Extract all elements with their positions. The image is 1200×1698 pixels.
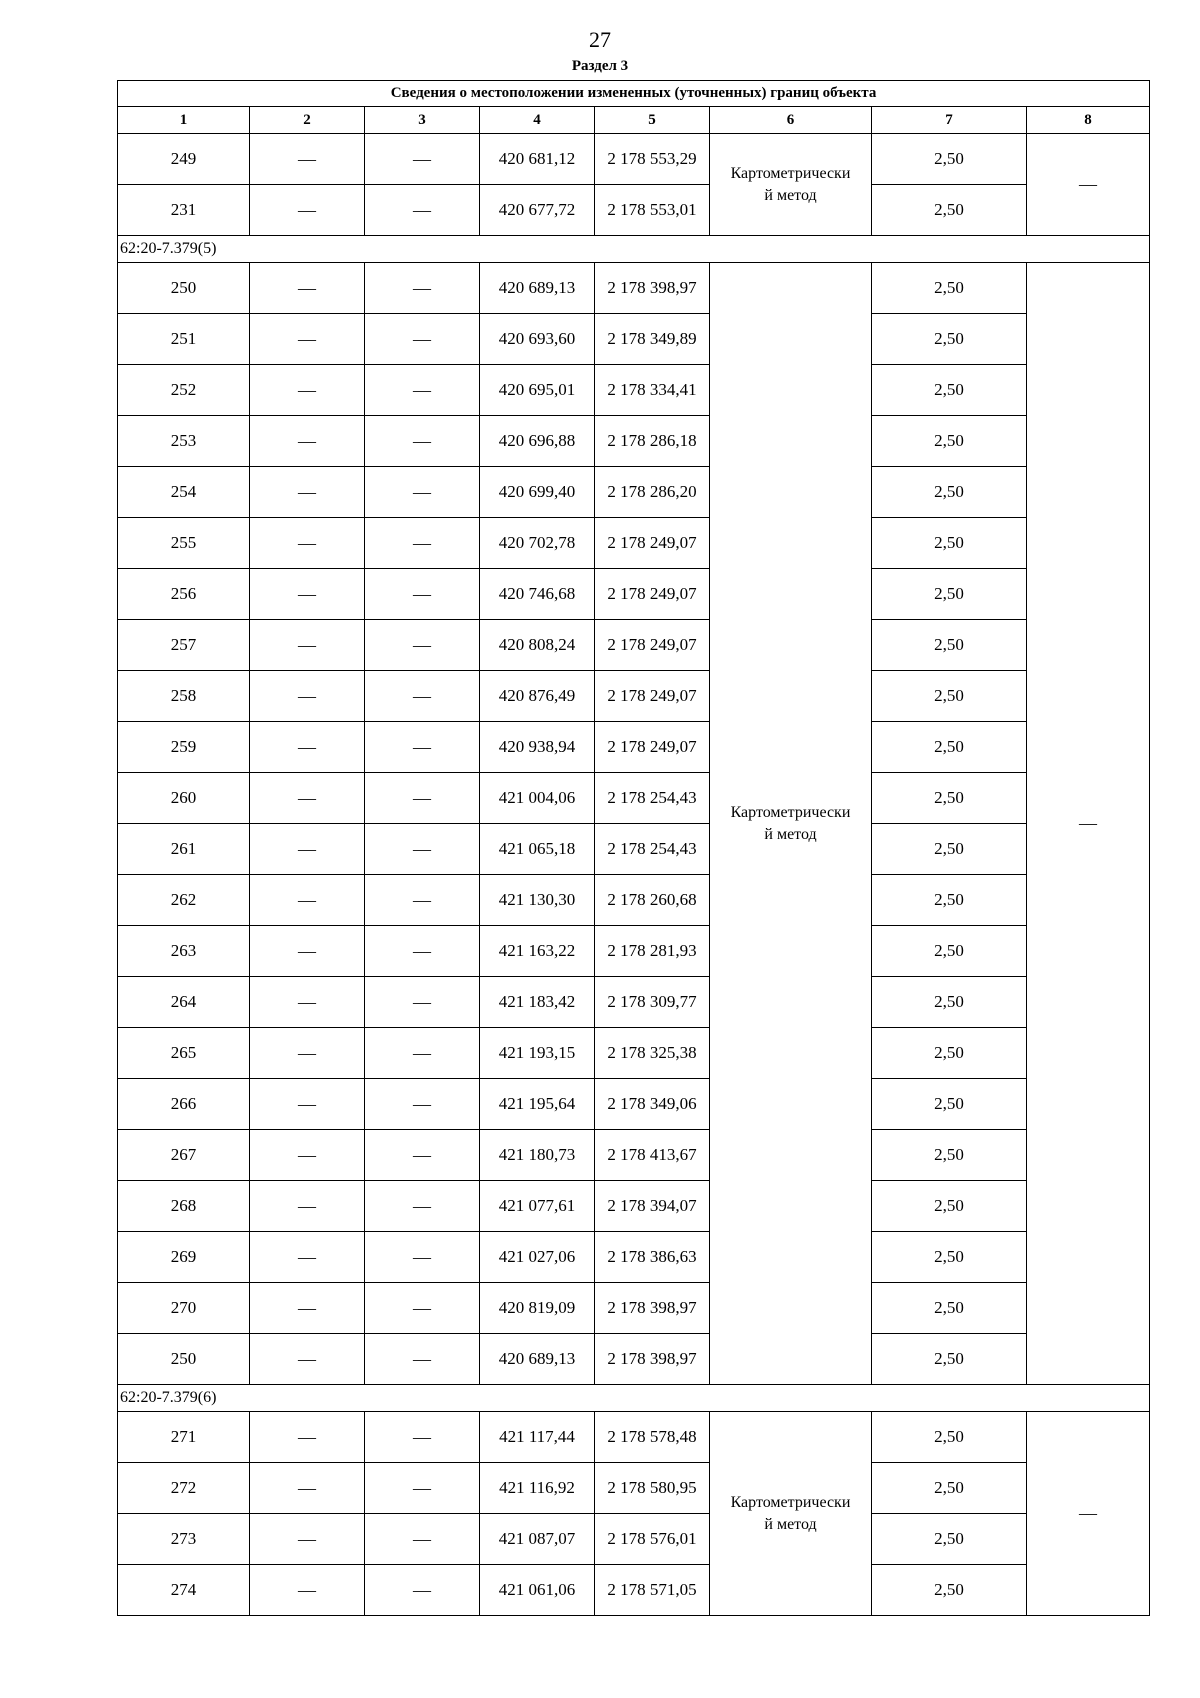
col2-cell: — <box>250 1334 365 1385</box>
accuracy-cell: 2,50 <box>872 1463 1027 1514</box>
x-coordinate-cell: 420 696,88 <box>480 416 595 467</box>
col3-cell: — <box>365 1232 480 1283</box>
col2-cell: — <box>250 365 365 416</box>
col2-cell: — <box>250 1079 365 1130</box>
col3-cell: — <box>365 263 480 314</box>
table-row <box>118 263 1150 314</box>
x-coordinate-cell: 420 876,49 <box>480 671 595 722</box>
point-number-cell: 272 <box>118 1463 250 1514</box>
table-row <box>118 365 1150 416</box>
col2-cell: — <box>250 1028 365 1079</box>
method-line-2: й метод <box>764 186 817 204</box>
accuracy-cell: 2,50 <box>872 1028 1027 1079</box>
col2-cell: — <box>250 569 365 620</box>
point-number-cell: 267 <box>118 1130 250 1181</box>
point-number-cell: 251 <box>118 314 250 365</box>
col3-cell: — <box>365 671 480 722</box>
col2-cell: — <box>250 185 365 236</box>
column-number-2: 2 <box>250 107 365 134</box>
point-number-cell: 270 <box>118 1283 250 1334</box>
x-coordinate-cell: 421 183,42 <box>480 977 595 1028</box>
col8-cell: — <box>1027 1412 1150 1616</box>
y-coordinate-cell: 2 178 334,41 <box>595 365 710 416</box>
y-coordinate-cell: 2 178 286,18 <box>595 416 710 467</box>
table-row <box>118 926 1150 977</box>
y-coordinate-cell: 2 178 398,97 <box>595 263 710 314</box>
x-coordinate-cell: 421 087,07 <box>480 1514 595 1565</box>
table-row <box>118 773 1150 824</box>
x-coordinate-cell: 420 808,24 <box>480 620 595 671</box>
x-coordinate-cell: 420 681,12 <box>480 134 595 185</box>
method-line-1: Картометрически <box>730 803 851 821</box>
boundary-table <box>117 80 1150 1616</box>
table-row <box>118 314 1150 365</box>
x-coordinate-cell: 420 677,72 <box>480 185 595 236</box>
col3-cell: — <box>365 722 480 773</box>
method-line-1: Картометрически <box>730 1493 851 1511</box>
x-coordinate-cell: 420 819,09 <box>480 1283 595 1334</box>
table-row <box>118 671 1150 722</box>
col3-cell: — <box>365 518 480 569</box>
col3-cell: — <box>365 365 480 416</box>
x-coordinate-cell: 421 077,61 <box>480 1181 595 1232</box>
col3-cell: — <box>365 824 480 875</box>
point-number-cell: 249 <box>118 134 250 185</box>
table-row <box>118 977 1150 1028</box>
x-coordinate-cell: 421 061,06 <box>480 1565 595 1616</box>
col2-cell: — <box>250 314 365 365</box>
x-coordinate-cell: 421 027,06 <box>480 1232 595 1283</box>
accuracy-cell: 2,50 <box>872 671 1027 722</box>
col3-cell: — <box>365 620 480 671</box>
accuracy-cell: 2,50 <box>872 518 1027 569</box>
table-row <box>118 1130 1150 1181</box>
y-coordinate-cell: 2 178 249,07 <box>595 569 710 620</box>
col2-cell: — <box>250 977 365 1028</box>
col2-cell: — <box>250 467 365 518</box>
x-coordinate-cell: 420 938,94 <box>480 722 595 773</box>
x-coordinate-cell: 421 116,92 <box>480 1463 595 1514</box>
x-coordinate-cell: 420 746,68 <box>480 569 595 620</box>
x-coordinate-cell: 421 193,15 <box>480 1028 595 1079</box>
accuracy-cell: 2,50 <box>872 1565 1027 1616</box>
col3-cell: — <box>365 185 480 236</box>
accuracy-cell: 2,50 <box>872 314 1027 365</box>
y-coordinate-cell: 2 178 578,48 <box>595 1412 710 1463</box>
page-number: 27 <box>589 27 611 52</box>
y-coordinate-cell: 2 178 249,07 <box>595 620 710 671</box>
column-number-row <box>118 107 1150 134</box>
table-row <box>118 1028 1150 1079</box>
group-row <box>118 1385 1150 1412</box>
col2-cell: — <box>250 1565 365 1616</box>
y-coordinate-cell: 2 178 553,01 <box>595 185 710 236</box>
point-number-cell: 268 <box>118 1181 250 1232</box>
column-number-1: 1 <box>118 107 250 134</box>
table-row <box>118 722 1150 773</box>
y-coordinate-cell: 2 178 286,20 <box>595 467 710 518</box>
accuracy-cell: 2,50 <box>872 1283 1027 1334</box>
accuracy-cell: 2,50 <box>872 875 1027 926</box>
y-coordinate-cell: 2 178 349,89 <box>595 314 710 365</box>
accuracy-cell: 2,50 <box>872 1130 1027 1181</box>
accuracy-cell: 2,50 <box>872 773 1027 824</box>
point-number-cell: 259 <box>118 722 250 773</box>
point-number-cell: 265 <box>118 1028 250 1079</box>
table-row <box>118 875 1150 926</box>
y-coordinate-cell: 2 178 553,29 <box>595 134 710 185</box>
col2-cell: — <box>250 1232 365 1283</box>
col3-cell: — <box>365 977 480 1028</box>
col2-cell: — <box>250 824 365 875</box>
x-coordinate-cell: 420 693,60 <box>480 314 595 365</box>
col2-cell: — <box>250 134 365 185</box>
column-number-8: 8 <box>1027 107 1150 134</box>
point-number-cell: 261 <box>118 824 250 875</box>
x-coordinate-cell: 420 689,13 <box>480 263 595 314</box>
accuracy-cell: 2,50 <box>872 824 1027 875</box>
x-coordinate-cell: 421 117,44 <box>480 1412 595 1463</box>
col3-cell: — <box>365 773 480 824</box>
col2-cell: — <box>250 620 365 671</box>
point-number-cell: 266 <box>118 1079 250 1130</box>
col2-cell: — <box>250 722 365 773</box>
x-coordinate-cell: 421 163,22 <box>480 926 595 977</box>
accuracy-cell: 2,50 <box>872 416 1027 467</box>
x-coordinate-cell: 420 695,01 <box>480 365 595 416</box>
col2-cell: — <box>250 416 365 467</box>
x-coordinate-cell: 420 702,78 <box>480 518 595 569</box>
col2-cell: — <box>250 1181 365 1232</box>
col3-cell: — <box>365 1565 480 1616</box>
col3-cell: — <box>365 569 480 620</box>
accuracy-cell: 2,50 <box>872 722 1027 773</box>
y-coordinate-cell: 2 178 249,07 <box>595 671 710 722</box>
y-coordinate-cell: 2 178 260,68 <box>595 875 710 926</box>
y-coordinate-cell: 2 178 249,07 <box>595 722 710 773</box>
method-cell <box>710 1412 872 1616</box>
y-coordinate-cell: 2 178 580,95 <box>595 1463 710 1514</box>
col3-cell: — <box>365 314 480 365</box>
table-row <box>118 134 1150 185</box>
point-number-cell: 250 <box>118 263 250 314</box>
point-number-cell: 269 <box>118 1232 250 1283</box>
col3-cell: — <box>365 1283 480 1334</box>
column-number-7: 7 <box>872 107 1027 134</box>
table-row <box>118 518 1150 569</box>
column-number-6: 6 <box>710 107 872 134</box>
x-coordinate-cell: 421 130,30 <box>480 875 595 926</box>
table-row <box>118 467 1150 518</box>
point-number-cell: 274 <box>118 1565 250 1616</box>
point-number-cell: 260 <box>118 773 250 824</box>
col3-cell: — <box>365 1028 480 1079</box>
point-number-cell: 252 <box>118 365 250 416</box>
table-row <box>118 1079 1150 1130</box>
accuracy-cell: 2,50 <box>872 977 1027 1028</box>
point-number-cell: 264 <box>118 977 250 1028</box>
group-label: 62:20-7.379(5) <box>118 236 1150 263</box>
point-number-cell: 250 <box>118 1334 250 1385</box>
col2-cell: — <box>250 1412 365 1463</box>
table-body <box>118 134 1150 1616</box>
y-coordinate-cell: 2 178 281,93 <box>595 926 710 977</box>
column-number-5: 5 <box>595 107 710 134</box>
y-coordinate-cell: 2 178 254,43 <box>595 824 710 875</box>
x-coordinate-cell: 421 065,18 <box>480 824 595 875</box>
y-coordinate-cell: 2 178 394,07 <box>595 1181 710 1232</box>
table-row <box>118 1565 1150 1616</box>
point-number-cell: 271 <box>118 1412 250 1463</box>
col3-cell: — <box>365 1514 480 1565</box>
point-number-cell: 257 <box>118 620 250 671</box>
x-coordinate-cell: 420 699,40 <box>480 467 595 518</box>
col3-cell: — <box>365 926 480 977</box>
x-coordinate-cell: 421 004,06 <box>480 773 595 824</box>
accuracy-cell: 2,50 <box>872 1334 1027 1385</box>
col8-cell: — <box>1027 134 1150 236</box>
col2-cell: — <box>250 1463 365 1514</box>
col3-cell: — <box>365 134 480 185</box>
col3-cell: — <box>365 1412 480 1463</box>
section-title: Раздел 3 <box>571 58 629 74</box>
column-number-4: 4 <box>480 107 595 134</box>
table-row <box>118 1232 1150 1283</box>
method-line-2: й метод <box>764 825 817 843</box>
accuracy-cell: 2,50 <box>872 185 1027 236</box>
accuracy-cell: 2,50 <box>872 263 1027 314</box>
y-coordinate-cell: 2 178 325,38 <box>595 1028 710 1079</box>
point-number-cell: 273 <box>118 1514 250 1565</box>
point-number-cell: 253 <box>118 416 250 467</box>
y-coordinate-cell: 2 178 249,07 <box>595 518 710 569</box>
col2-cell: — <box>250 1283 365 1334</box>
method-cell <box>710 263 872 1385</box>
table-row <box>118 416 1150 467</box>
col8-cell: — <box>1027 263 1150 1385</box>
col2-cell: — <box>250 518 365 569</box>
col2-cell: — <box>250 926 365 977</box>
col2-cell: — <box>250 263 365 314</box>
col3-cell: — <box>365 1181 480 1232</box>
y-coordinate-cell: 2 178 349,06 <box>595 1079 710 1130</box>
table-row <box>118 620 1150 671</box>
accuracy-cell: 2,50 <box>872 926 1027 977</box>
accuracy-cell: 2,50 <box>872 1079 1027 1130</box>
accuracy-cell: 2,50 <box>872 569 1027 620</box>
y-coordinate-cell: 2 178 254,43 <box>595 773 710 824</box>
method-line-1: Картометрически <box>730 164 851 182</box>
accuracy-cell: 2,50 <box>872 134 1027 185</box>
group-row <box>118 236 1150 263</box>
x-coordinate-cell: 421 180,73 <box>480 1130 595 1181</box>
accuracy-cell: 2,50 <box>872 467 1027 518</box>
accuracy-cell: 2,50 <box>872 620 1027 671</box>
y-coordinate-cell: 2 178 309,77 <box>595 977 710 1028</box>
point-number-cell: 255 <box>118 518 250 569</box>
point-number-cell: 231 <box>118 185 250 236</box>
y-coordinate-cell: 2 178 571,05 <box>595 1565 710 1616</box>
y-coordinate-cell: 2 178 386,63 <box>595 1232 710 1283</box>
col3-cell: — <box>365 1463 480 1514</box>
col3-cell: — <box>365 416 480 467</box>
table-row <box>118 1181 1150 1232</box>
point-number-cell: 254 <box>118 467 250 518</box>
point-number-cell: 256 <box>118 569 250 620</box>
col3-cell: — <box>365 1334 480 1385</box>
table-row <box>118 185 1150 236</box>
accuracy-cell: 2,50 <box>872 365 1027 416</box>
col2-cell: — <box>250 773 365 824</box>
y-coordinate-cell: 2 178 398,97 <box>595 1283 710 1334</box>
accuracy-cell: 2,50 <box>872 1412 1027 1463</box>
table-row <box>118 1463 1150 1514</box>
table-row <box>118 1514 1150 1565</box>
table-caption: Сведения о местоположении измененных (уточненных) границ объекта <box>118 81 1150 107</box>
y-coordinate-cell: 2 178 398,97 <box>595 1334 710 1385</box>
method-cell <box>710 134 872 236</box>
col3-cell: — <box>365 875 480 926</box>
table-row <box>118 1334 1150 1385</box>
point-number-cell: 262 <box>118 875 250 926</box>
col2-cell: — <box>250 1514 365 1565</box>
table-row <box>118 824 1150 875</box>
col2-cell: — <box>250 671 365 722</box>
col2-cell: — <box>250 1130 365 1181</box>
col3-cell: — <box>365 1130 480 1181</box>
method-line-2: й метод <box>764 1515 817 1533</box>
table-row <box>118 569 1150 620</box>
y-coordinate-cell: 2 178 576,01 <box>595 1514 710 1565</box>
table-row <box>118 1412 1150 1463</box>
col2-cell: — <box>250 875 365 926</box>
point-number-cell: 258 <box>118 671 250 722</box>
col3-cell: — <box>365 1079 480 1130</box>
column-number-3: 3 <box>365 107 480 134</box>
accuracy-cell: 2,50 <box>872 1514 1027 1565</box>
accuracy-cell: 2,50 <box>872 1232 1027 1283</box>
group-label: 62:20-7.379(6) <box>118 1385 1150 1412</box>
x-coordinate-cell: 420 689,13 <box>480 1334 595 1385</box>
y-coordinate-cell: 2 178 413,67 <box>595 1130 710 1181</box>
col3-cell: — <box>365 467 480 518</box>
x-coordinate-cell: 421 195,64 <box>480 1079 595 1130</box>
accuracy-cell: 2,50 <box>872 1181 1027 1232</box>
point-number-cell: 263 <box>118 926 250 977</box>
table-row <box>118 1283 1150 1334</box>
